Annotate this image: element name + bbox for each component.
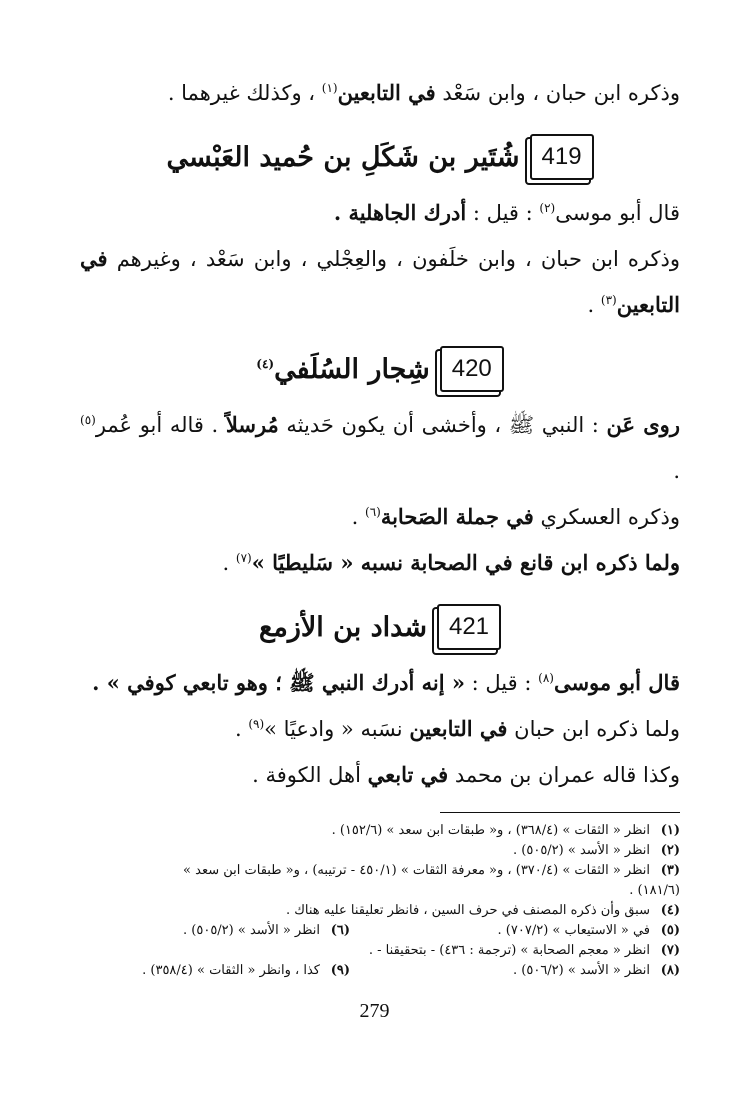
footnote-ref[interactable]: (٦) bbox=[365, 505, 381, 519]
footnote-number: (٨) bbox=[660, 963, 680, 978]
footnote-text: انظر « الأسد » (٥٠٦/٢) . bbox=[513, 963, 650, 978]
text: وكذا قاله عمران بن محمد bbox=[454, 763, 680, 787]
text: : قيل : bbox=[472, 201, 533, 225]
bold-text: في تابعي bbox=[367, 762, 449, 787]
footnote bbox=[80, 941, 680, 961]
bold-text: « إنه أدرك النبي ﷺ ؛ وهو تابعي كوفي » . bbox=[92, 670, 465, 695]
text: . bbox=[222, 551, 230, 575]
footnotes bbox=[80, 821, 680, 981]
entry-name bbox=[256, 354, 429, 385]
entry-name: شداد بن الأزمع bbox=[259, 611, 427, 643]
footnote-divider bbox=[440, 812, 680, 813]
entry-paragraph bbox=[80, 752, 680, 798]
text: . bbox=[234, 717, 242, 741]
bold-text: في التابعين bbox=[409, 716, 508, 741]
footnote-text: سبق وأن ذكره المصنف في حرف السين ، فانظر تعليقنا عليه هناك . bbox=[285, 903, 650, 918]
footnote-number: (٥) bbox=[660, 923, 680, 938]
text: وذكره العسكري bbox=[540, 505, 680, 529]
text: . bbox=[673, 459, 680, 483]
text: ولما ذكره ابن حبان bbox=[514, 717, 680, 741]
bold-text: أدرك الجاهلية . bbox=[333, 200, 467, 225]
text: : قيل : bbox=[471, 671, 532, 695]
footnote-number: (٧) bbox=[660, 943, 680, 958]
entry-paragraph bbox=[80, 706, 680, 752]
footnote-continuation bbox=[80, 881, 680, 901]
entry-number-box: 420 bbox=[440, 346, 504, 392]
intro-bold: في التابعين bbox=[337, 80, 436, 105]
footnote bbox=[80, 841, 680, 861]
bold-text: في التابعين bbox=[80, 246, 680, 317]
page-number: 279 bbox=[359, 1000, 390, 1022]
footnote-number: (٤) bbox=[660, 903, 680, 918]
text: قال أبو موسى bbox=[555, 201, 680, 225]
page-body bbox=[80, 70, 680, 981]
footnote bbox=[80, 901, 680, 921]
intro-paragraph bbox=[80, 70, 680, 116]
footnote-text: انظر « الثقات » (٣٧٠/٤) ، و« معرفة الثقات » (٤٥٠/١ - ترتيبه) ، و« طبقات ابن سعد » bbox=[183, 863, 650, 878]
footnote-number: (٦) bbox=[330, 923, 350, 938]
entry-number-box: 421 bbox=[437, 604, 501, 650]
footnote-ref[interactable]: (١) bbox=[321, 81, 338, 95]
footnote-ref[interactable]: (٧) bbox=[235, 551, 252, 565]
entry-paragraph bbox=[80, 540, 680, 586]
entry-paragraph bbox=[80, 660, 680, 706]
footnote-ref[interactable]: (٥) bbox=[80, 413, 96, 427]
text: نسَبه « وادعيًا » bbox=[264, 717, 403, 741]
entry-name-text: شِجار السُلَفي bbox=[274, 353, 430, 385]
footnote-number: (٣) bbox=[660, 863, 680, 878]
text: . قاله أبو عُمر bbox=[95, 413, 219, 437]
intro-text-end: ، وكذلك غيرهما . bbox=[167, 81, 316, 105]
entry-paragraph bbox=[80, 190, 680, 236]
text: أهل الكوفة . bbox=[252, 763, 361, 787]
footnote-ref[interactable]: (٣) bbox=[600, 293, 617, 307]
footnote-number: (٢) bbox=[660, 843, 680, 858]
text: . bbox=[587, 293, 595, 317]
footnote-text: في « الاستيعاب » (٧٠٧/٢) . bbox=[497, 923, 650, 938]
footnote-row bbox=[80, 921, 680, 941]
bold-text: مُرسلاً bbox=[225, 412, 279, 437]
footnote bbox=[80, 861, 680, 881]
footnote-ref[interactable]: (٤) bbox=[256, 356, 275, 371]
entry-number-box: 419 bbox=[530, 134, 594, 180]
entry-paragraph bbox=[80, 236, 680, 328]
bold-text: قال أبو موسى bbox=[553, 670, 680, 695]
footnote-row bbox=[80, 961, 680, 981]
bold-text: روى عَن bbox=[606, 412, 680, 437]
footnote-ref[interactable]: (٨) bbox=[538, 671, 554, 685]
bold-text: في جملة الصَحابة bbox=[380, 504, 534, 529]
text: وذكره ابن حبان ، وابن خلَفون ، والعِجْلي ، وابن سَعْد ، وغيرهم bbox=[116, 247, 680, 271]
footnote-number: (١) bbox=[660, 823, 680, 838]
footnote-text: انظر « الأسد » (٥٠٥/٢) . bbox=[513, 843, 650, 858]
text: . bbox=[351, 505, 359, 529]
entry-paragraph bbox=[80, 402, 680, 494]
entry-heading-421 bbox=[80, 604, 680, 650]
footnote bbox=[80, 821, 680, 841]
footnote-ref[interactable]: (٩) bbox=[248, 717, 265, 731]
footnote-text: انظر « الأسد » (٥٠٥/٢) . bbox=[183, 923, 320, 938]
entry-heading-419 bbox=[80, 134, 680, 180]
footnote-text: (١٨١/٦) . bbox=[629, 883, 680, 898]
footnote-number: (٩) bbox=[330, 963, 350, 978]
footnote-text: انظر « الثقات » (٣٦٨/٤) ، و« طبقات ابن سعد » (١٥٢/٦) . bbox=[331, 823, 650, 838]
footnote-ref[interactable]: (٢) bbox=[539, 201, 556, 215]
entry-heading-420 bbox=[80, 346, 680, 392]
footnote-text: انظر « معجم الصحابة » (ترجمة : ٤٣٦) - بتحقيقنا - . bbox=[368, 943, 650, 958]
bold-text: ولما ذكره ابن قانع في الصحابة نسبه « سَليطيًا » bbox=[251, 550, 680, 575]
text: : النبي ﷺ ، وأخشى أن يكون حَديثه bbox=[286, 413, 599, 437]
intro-text: وذكره ابن حبان ، وابن سَعْد bbox=[442, 81, 680, 105]
entry-name: شُتَير بن شَكَلِ بن حُميد العَبْسي bbox=[166, 141, 520, 173]
footnote-text: كذا ، وانظر « الثقات » (٣٥٨/٤) . bbox=[142, 963, 320, 978]
entry-paragraph bbox=[80, 494, 680, 540]
